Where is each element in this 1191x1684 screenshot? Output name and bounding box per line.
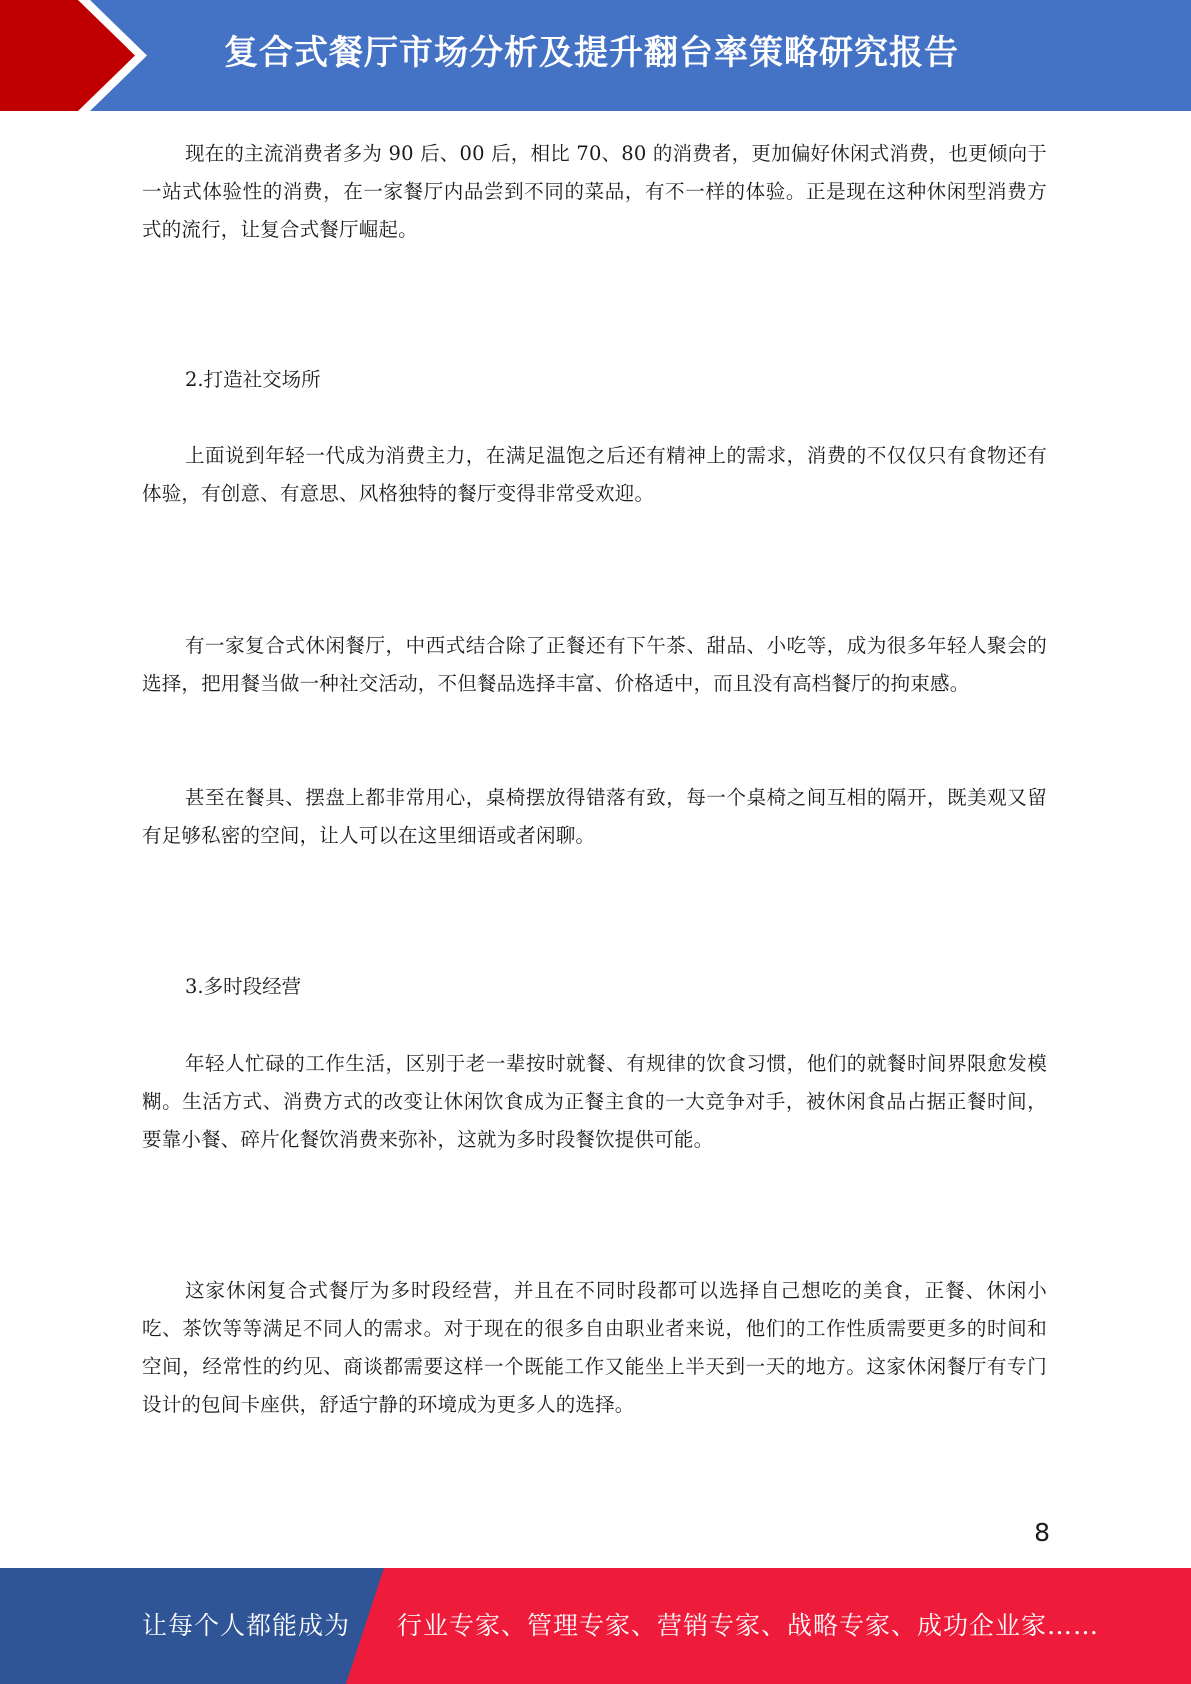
section-heading-multi-period: 3.多时段经营 (185, 975, 302, 998)
paragraph-consumer-trend: 现在的主流消费者多为 90 后、00 后，相比 70、80 的消费者，更加偏好休闲式消费，也更倾向于一站式体验性的消费，在一家餐厅内品尝到不同的菜品，有不一样的体验。正是现在这种休闲型消费方式的流行，让复合式餐厅崛起。 (142, 142, 1047, 241)
paragraph-young-generation: 上面说到年轻一代成为消费主力，在满足温饱之后还有精神上的需求，消费的不仅仅只有食物还有体验，有创意、有意思、风格独特的餐厅变得非常受欢迎。 (142, 444, 1047, 505)
report-title: 复合式餐厅市场分析及提升翻台率策略研究报告 (224, 33, 959, 73)
paragraph-busy-lifestyle: 年轻人忙碌的工作生活，区别于老一辈按时就餐、有规律的饮食习惯，他们的就餐时间界限愈发模糊。生活方式、消费方式的改变让休闲饮食成为正餐主食的一大竞争对手，被休闲食品占据正餐时间，要靠小餐、碎片化餐饮消费来弥补，这就为多时段餐饮提供可能。 (142, 1052, 1047, 1151)
page-footer (0, 1568, 1191, 1684)
paragraph-tableware-layout: 甚至在餐具、摆盘上都非常用心，桌椅摆放得错落有致，每一个桌椅之间互相的隔开，既美观又留有足够私密的空间，让人可以在这里细语或者闲聊。 (142, 786, 1047, 847)
footer-slogan-right: 行业专家、管理专家、营销专家、战略专家、成功企业家…… (397, 1611, 1100, 1640)
section-heading-social-venue: 2.打造社交场所 (185, 368, 321, 391)
paragraph-casual-restaurant-example: 有一家复合式休闲餐厅，中西式结合除了正餐还有下午茶、甜品、小吃等，成为很多年轻人聚会的选择，把用餐当做一种社交活动，不但餐品选择丰富、价格适中，而且没有高档餐厅的拘束感。 (142, 634, 1047, 695)
page-number: 8 (1034, 1518, 1050, 1547)
footer-slogan-left: 让每个人都能成为 (142, 1611, 351, 1640)
paragraph-multi-period-operation: 这家休闲复合式餐厅为多时段经营，并且在不同时段都可以选择自己想吃的美食，正餐、休闲小吃、茶饮等等满足不同人的需求。对于现在的很多自由职业者来说，他们的工作性质需要更多的时间和空间，经常性的约见、商谈都需要这样一个既能工作又能坐上半天到一天的地方。这家休闲餐厅有专门设计的包间卡座供，舒适宁静的环境成为更多人的选择。 (142, 1279, 1047, 1416)
